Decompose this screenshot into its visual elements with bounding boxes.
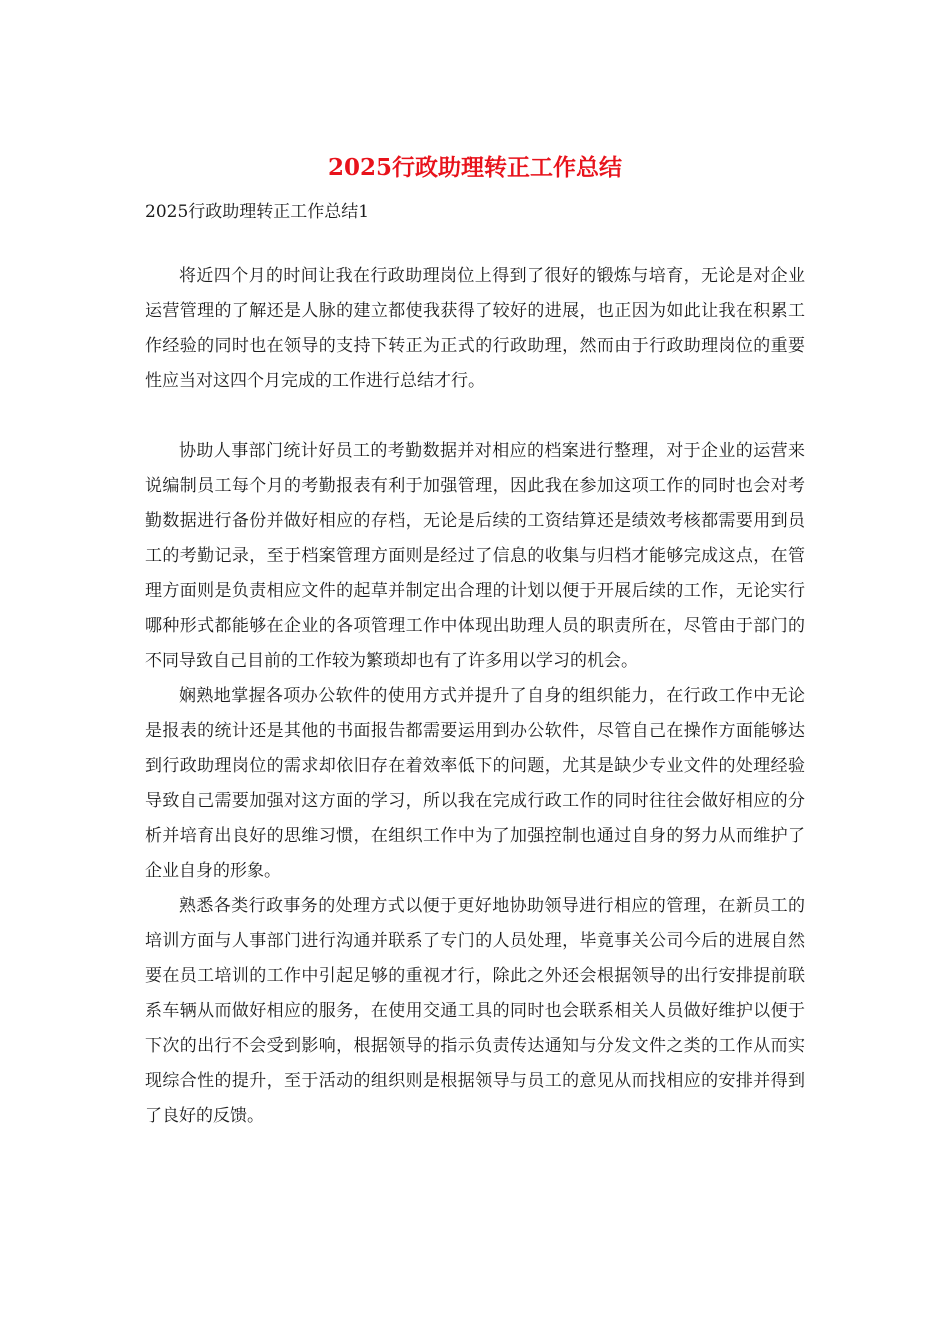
paragraph-office-software: 娴熟地掌握各项办公软件的使用方式并提升了自身的组织能力，在行政工作中无论是报表的统计还是其他的书面报告都需要运用到办公软件，尽管自己在操作方面能够达到行政助理岗位的需求却依旧存在着效率低下的问题，尤其是缺少专业文件的处理经验导致自己需要加强对这方面的学习，所以我在完成行政工作的同时往往会做好相应的分析并培育出良好的思维习惯，在组织工作中为了加强控制也通过自身的努力从而维护了企业自身的形象。: [145, 686, 805, 881]
document-subtitle: 2025行政助理转正工作总结1: [145, 202, 370, 222]
paragraph-intro: 将近四个月的时间让我在行政助理岗位上得到了很好的锻炼与培育，无论是对企业运营管理的了解还是人脉的建立都使我获得了较好的进展，也正因为如此让我在积累工作经验的同时也在领导的支持下转正为正式的行政助理，然而由于行政助理岗位的重要性应当对这四个月完成的工作进行总结才行。: [145, 266, 805, 391]
document-title: 2025行政助理转正工作总结: [327, 154, 622, 181]
paragraph-administrative-affairs: 熟悉各类行政事务的处理方式以便于更好地协助领导进行相应的管理，在新员工的培训方面与人事部门进行沟通并联系了专门的人员处理，毕竟事关公司今后的进展自然要在员工培训的工作中引起足够的重视才行，除此之外还会根据领导的出行安排提前联系车辆从而做好相应的服务，在使用交通工具的同时也会联系相关人员做好维护以便于下次的出行不会受到影响，根据领导的指示负责传达通知与分发文件之类的工作从而实现综合性的提升，至于活动的组织则是根据领导与员工的意见从而找相应的安排并得到了良好的反馈。: [145, 896, 805, 1126]
document-body: [145, 259, 805, 1134]
paragraph-attendance: 协助人事部门统计好员工的考勤数据并对相应的档案进行整理，对于企业的运营来说编制员工每个月的考勤报表有利于加强管理，因此我在参加这项工作的同时也会对考勤数据进行备份并做好相应的存档，无论是后续的工资结算还是绩效考核都需要用到员工的考勤记录，至于档案管理方面则是经过了信息的收集与归档才能够完成这点，在管理方面则是负责相应文件的起草并制定出合理的计划以便于开展后续的工作，无论实行哪种形式都能够在企业的各项管理工作中体现出助理人员的职责所在，尽管由于部门的不同导致自己目前的工作较为繁琐却也有了许多用以学习的机会。: [145, 441, 805, 671]
